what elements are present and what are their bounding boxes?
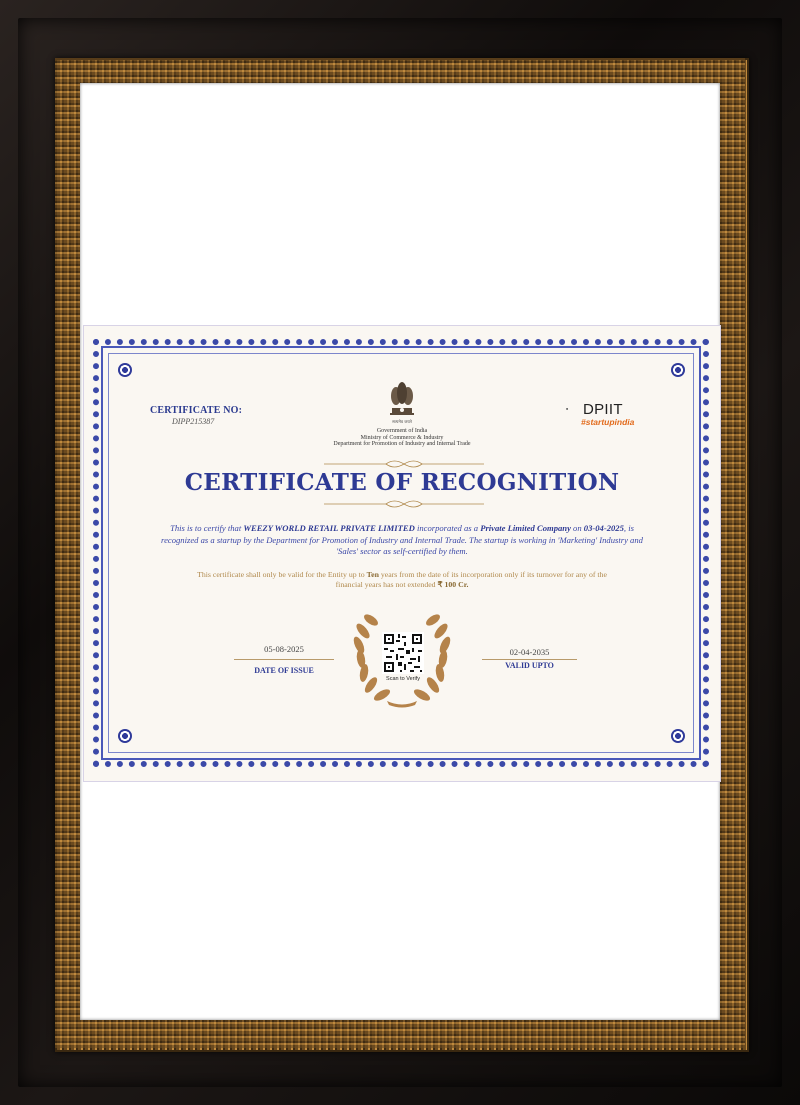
- emblem-caption: सत्यमेव जयते: [392, 419, 412, 424]
- certificate-body: [154, 523, 650, 558]
- valid-date: 02-04-2035: [509, 647, 550, 657]
- body-part-3: on: [570, 523, 584, 533]
- validity-years: Ten: [366, 570, 379, 579]
- corner-ornament-tr: [671, 363, 685, 377]
- valid-date-label: VALID UPTO: [505, 661, 554, 670]
- validity-part-2: years from the date of its incorporation only if its turnover for any of the financial years has not extended: [335, 570, 607, 589]
- certificate-number-value: DIPP215387: [172, 417, 215, 426]
- body-part-4: , is recognized as a startup by the Department for Promotion of Industry and Internal Trade. The startup is working in 'Marketing' Industry and 'Sales' sector as self-certified by them.: [161, 523, 643, 556]
- scan-to-verify-label: Scan to Verify: [386, 676, 420, 682]
- title-ornament-bottom: [324, 498, 484, 510]
- certificate-number-label: CERTIFICATE NO:: [150, 405, 243, 416]
- qr-code-icon[interactable]: [382, 632, 424, 674]
- gov-line-2: Ministry of Commerce & Industry: [360, 434, 444, 441]
- issue-date-label: DATE OF ISSUE: [254, 666, 314, 675]
- corner-ornament-bl: [118, 729, 132, 743]
- national-emblem-icon: [380, 378, 424, 428]
- valid-date-line: [482, 659, 577, 660]
- corner-ornament-br: [671, 729, 685, 743]
- startupindia-logo-text: #startupindia: [581, 417, 635, 427]
- body-part-1: This is to certify that: [170, 523, 244, 533]
- turnover-limit: ₹ 100 Cr.: [437, 580, 469, 589]
- body-part-2: incorporated as a: [414, 523, 481, 533]
- certificate: [83, 325, 721, 782]
- certificate-title: CERTIFICATE OF RECOGNITION: [184, 469, 620, 496]
- company-name: WEEZY WORLD RETAIL PRIVATE LIMITED: [243, 523, 415, 533]
- company-type: Private Limited Company: [480, 523, 571, 533]
- validity-part-1: This certificate shall only be valid for the Entity up to: [197, 570, 367, 579]
- corner-ornament-tl: [118, 363, 132, 377]
- issue-date: 05-08-2025: [264, 644, 304, 654]
- validity-statement: [184, 570, 620, 590]
- dpiit-emblem-icon: [566, 402, 580, 418]
- gov-line-3: Department for Promotion of Industry and Internal Trade: [333, 441, 471, 447]
- gov-line-1: Government of India: [376, 428, 428, 434]
- issue-date-line: [234, 659, 334, 660]
- incorporation-date: 03-04-2025: [583, 523, 624, 533]
- government-heading: [284, 428, 520, 448]
- dpiit-logo-text: DPIIT: [583, 401, 623, 418]
